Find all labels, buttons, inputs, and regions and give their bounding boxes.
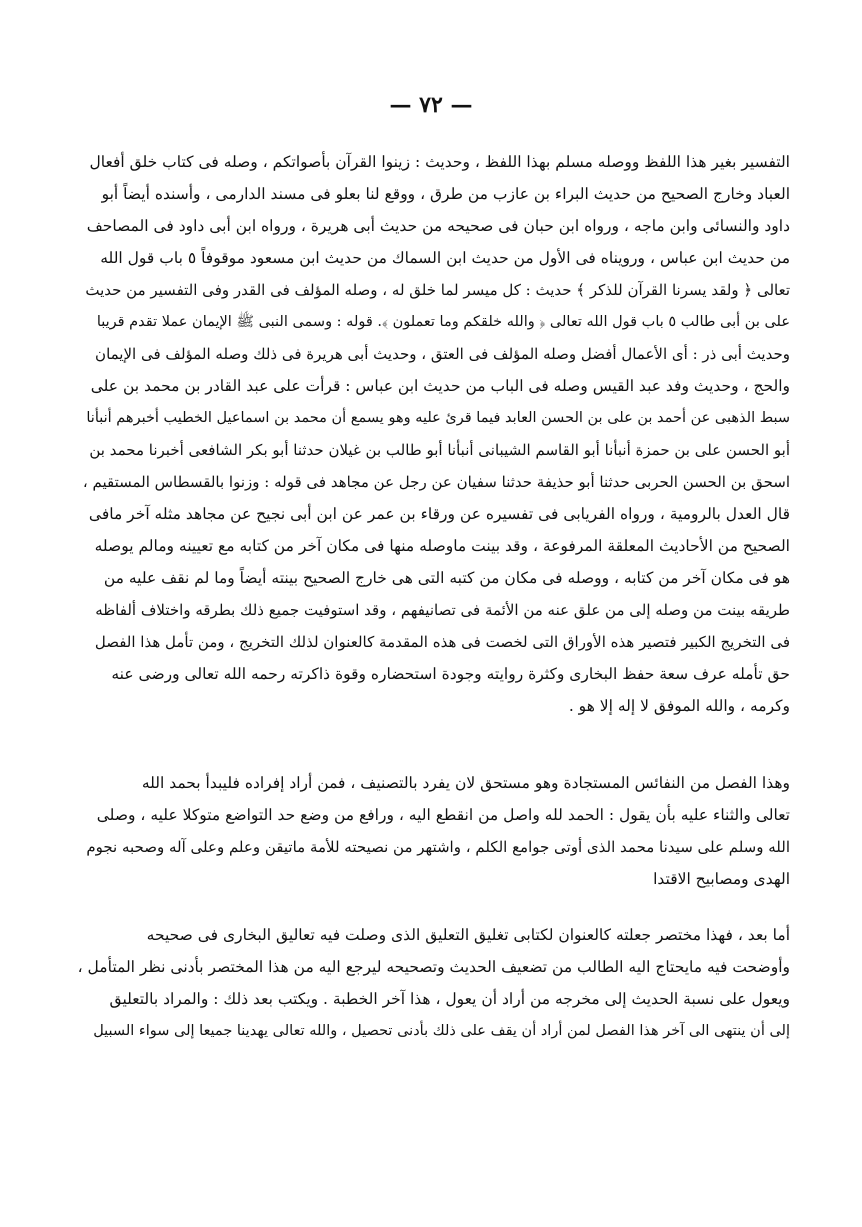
text-line: تعالى والثناء عليه بأن يقول : الحمد لله واصل من انقطع اليه ، ورافع من وضع حد التواضع متوكلا عليه ، وصلى (96, 806, 790, 824)
paragraph-separate-compilation (78, 767, 790, 895)
text-line: الصحيح من الأحاديث المعلقة المرفوعة ، وقد بينت ماوصله منها فى مكان آخر من كتابه مع تعيينه ومالم يوصله (94, 537, 790, 555)
text-line: اسحق بن الحسن الحربى حدثنا أبو حذيفة حدثنا سفيان عن رجل عن مجاهد فى قوله : وزنوا بالقسطاس المستقيم ، (82, 473, 790, 491)
text-line: الله وسلم على سيدنا محمد الذى أوتى جوامع الكلم ، واشتهر من نصيحته للأمة ماتيقن وعلم وعلى آله وصحبه نجوم (86, 838, 790, 856)
text-line: الهدى ومصابيح الاقتدا (653, 870, 790, 888)
text-line: فى التخريج الكبير فتصير هذه الأوراق التى لخصت فى هذه المقدمة كالعنوان لذلك التخريج ، ومن تأمل هذا الفصل (94, 633, 790, 651)
text-line: ويعول على نسبة الحديث إلى مخرجه من أراد أن يعول ، هذا آخر الخطبة . ويكتب بعد ذلك : والمراد بالتعليق (109, 990, 790, 1008)
text-line: حق تأمله عرف سعة حفظ البخارى وكثرة روايته وجودة استحضاره وقوة ذاكرته رحمه الله تعالى ورضى عنه (111, 665, 790, 683)
text-line: التفسير بغير هذا اللفظ ووصله مسلم بهذا اللفظ ، وحديث : زينوا القرآن بأصواتكم ، وصله فى كتاب خلق أفعال (89, 153, 790, 171)
text-line: وحديث أبى ذر : أى الأعمال أفضل وصله المؤلف فى العتق ، وحديث أبى هريرة فى ذلك وصله المؤلف فى الإيمان (95, 345, 790, 363)
text-line: طريقه بينت من وصله إلى من علق عنه من الأئمة فى تصانيفهم ، وقد استوفيت جميع ذلك بطرقه واختلاف ألفاظه (95, 601, 790, 619)
text-line: والحج ، وحديث وفد عبد القيس وصله فى الباب من حديث ابن عباس : قرأت على عبد القادر بن محمد بن على (90, 377, 790, 395)
paragraph-amma-ba-du (78, 919, 790, 1047)
text-line: أما بعد ، فهذا مختصر جعلته كالعنوان لكتابى تغليق التعليق الذى وصلت فيه تعاليق البخارى فى صحيحه (146, 926, 790, 944)
page-number: — ٧٢ — (389, 92, 473, 118)
text-line: أبو الحسن على بن حمزة أنبأنا أبو القاسم الشيبانى أنبأنا أبو طالب بن غيلان حدثنا أبو بكر الشافعى أخبرنا محمد بن (89, 441, 790, 459)
text-line: داود والنسائى وابن ماجه ، ورواه ابن حبان فى صحيحه من حديث أبى هريرة ، ورواه ابن أبى داود فى المصاحف (86, 217, 790, 235)
text-line: تعالى ﴿ ولقد يسرنا القرآن للذكر ﴾ حديث : كل ميسر لما خلق له ، وصله المؤلف فى القدر وفى التفسير من حديث (85, 281, 790, 299)
text-line: من حديث ابن عباس ، ورويناه فى الأول من حديث ابن السماك من حديث ابن مسعود موقوفاً ٥ باب قول الله (100, 249, 790, 267)
text-line: وكرمه ، والله الموفق لا إله إلا هو . (568, 697, 790, 715)
text-line: إلى أن ينتهى الى آخر هذا الفصل لمن أراد أن يقف على ذلك بأدنى تحصيل ، والله تعالى يهدينا جميعا إلى سواء السبيل (93, 1023, 790, 1039)
text-line: هو فى مكان آخر من كتابه ، ووصله فى مكان من كتبه التى هى خارج الصحيح بينته أيضاً وما لم نقف عليه من (103, 569, 790, 587)
paragraph-takhrij-ta-aliq (78, 146, 790, 722)
text-line: وهذا الفصل من النفائس المستجادة وهو مستحق لان يفرد بالتصنيف ، فمن أراد إفراده فليبدأ بحمد الله (141, 774, 790, 792)
text-line: قال العدل بالرومية ، ورواه الفريابى فى تفسيره عن ورقاء بن عمر عن ابن أبى نجيح عن مجاهد مثله آخر مافى (88, 505, 790, 523)
text-line: وأوضحت فيه مايحتاج اليه الطالب من تضعيف الحديث وتصحيحه ليرجع اليه من هذا المختصر بأدنى نظر المتأمل ، (78, 958, 790, 976)
text-line: على بن أبى طالب ٥ باب قول الله تعالى ﴿ والله خلقكم وما تعملون ﴾. قوله : وسمى النبى ﷺ الإيمان عملا تقدم قريبا (96, 314, 790, 330)
text-line: سبط الذهبى عن أحمد بن على بن الحسن العابد فيما قرئ عليه وهو يسمع أن محمد بن اسماعيل الخطيب أخبرهم أنبأنا (86, 410, 790, 426)
text-line: العباد وخارج الصحيح من حديث البراء بن عازب من طرق ، ووقع لنا بعلو فى مسند الدارمى ، وأسنده أيضاً أبو (101, 185, 790, 203)
